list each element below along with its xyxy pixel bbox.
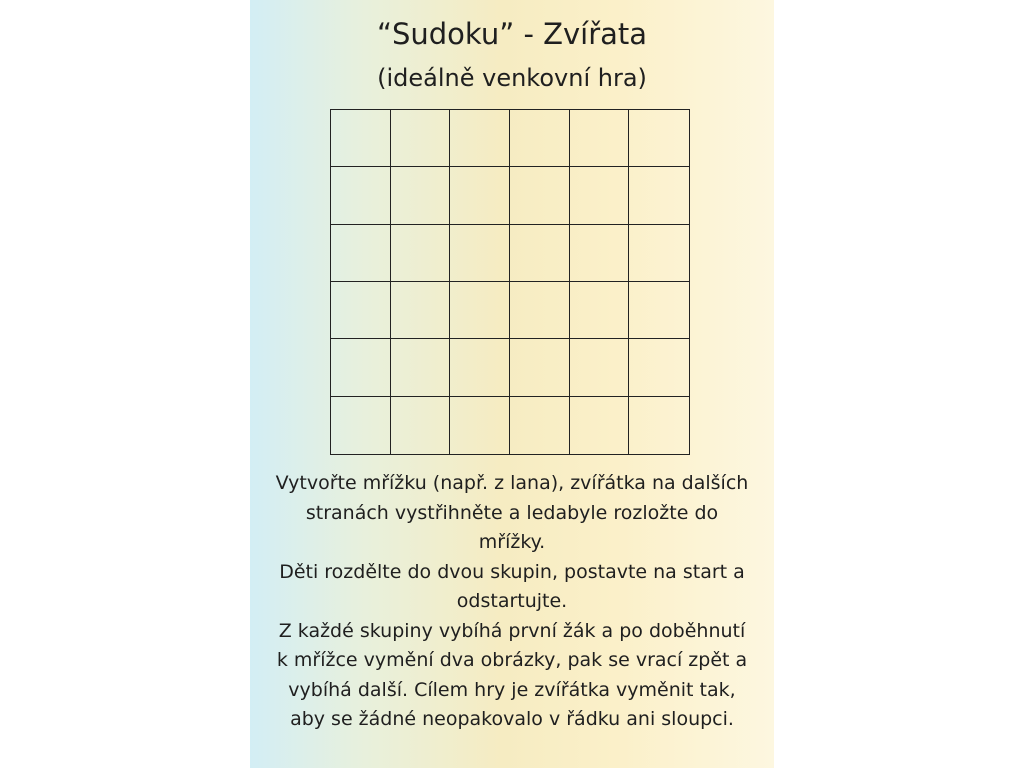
grid-cell <box>450 167 510 224</box>
instruction-paragraph-1 <box>250 469 774 558</box>
grid-cell <box>629 225 689 282</box>
grid-cell <box>570 225 630 282</box>
grid-cell <box>570 167 630 224</box>
grid-cell <box>510 397 570 454</box>
grid-cell <box>331 339 391 396</box>
grid-cell <box>391 339 451 396</box>
instruction-line: Vytvořte mřížku (např. z lana), zvířátka na dalších <box>275 472 749 494</box>
grid-cell <box>331 397 391 454</box>
grid-cell <box>570 397 630 454</box>
grid-cell <box>629 167 689 224</box>
instructions-text <box>250 469 774 735</box>
instruction-line: Z každé skupiny vybíhá první žák a po doběhnutí <box>278 619 746 642</box>
instruction-paragraph-3 <box>250 617 774 735</box>
grid-cell <box>331 110 391 167</box>
grid-cell <box>570 282 630 339</box>
instruction-line: aby se žádné neopakovalo v řádku ani sloupci. <box>290 708 734 730</box>
sudoku-grid <box>330 109 690 455</box>
grid-cell <box>629 110 689 167</box>
grid-cell <box>450 397 510 454</box>
instruction-line: vybíhá další. Cílem hry je zvířátka vyměnit tak, <box>288 678 736 701</box>
page-subtitle: (ideálně venkovní hra) <box>377 64 647 92</box>
grid-cell <box>629 282 689 339</box>
grid-cell <box>510 110 570 167</box>
grid-cell <box>450 225 510 282</box>
grid-cell <box>510 167 570 224</box>
grid-cell <box>391 110 451 167</box>
page-title: “Sudoku” - Zvířata <box>376 17 648 51</box>
grid-cell <box>391 225 451 282</box>
grid-cell <box>450 110 510 167</box>
instruction-paragraph-2 <box>250 558 774 617</box>
grid-cell <box>391 282 451 339</box>
instruction-line: stranách vystřihněte a ledabyle rozložte do <box>305 501 719 524</box>
grid-cell <box>510 339 570 396</box>
grid-cell <box>450 339 510 396</box>
grid-cell <box>391 167 451 224</box>
worksheet-page <box>250 0 774 768</box>
grid-cell <box>570 110 630 167</box>
instruction-line: k mřížce vymění dva obrázky, pak se vrací zpět a <box>276 649 748 671</box>
instruction-line: mřížky. <box>478 531 546 553</box>
grid-cell <box>629 339 689 396</box>
grid-cell <box>510 282 570 339</box>
grid-cell <box>331 167 391 224</box>
instruction-line: odstartujte. <box>456 590 568 612</box>
grid-cell <box>331 282 391 339</box>
grid-cell <box>570 339 630 396</box>
grid-cell <box>629 397 689 454</box>
grid-cell <box>331 225 391 282</box>
grid-cell <box>510 225 570 282</box>
grid-cell <box>391 397 451 454</box>
instruction-line: Děti rozdělte do dvou skupin, postavte na start a <box>279 560 745 583</box>
grid-cell <box>450 282 510 339</box>
